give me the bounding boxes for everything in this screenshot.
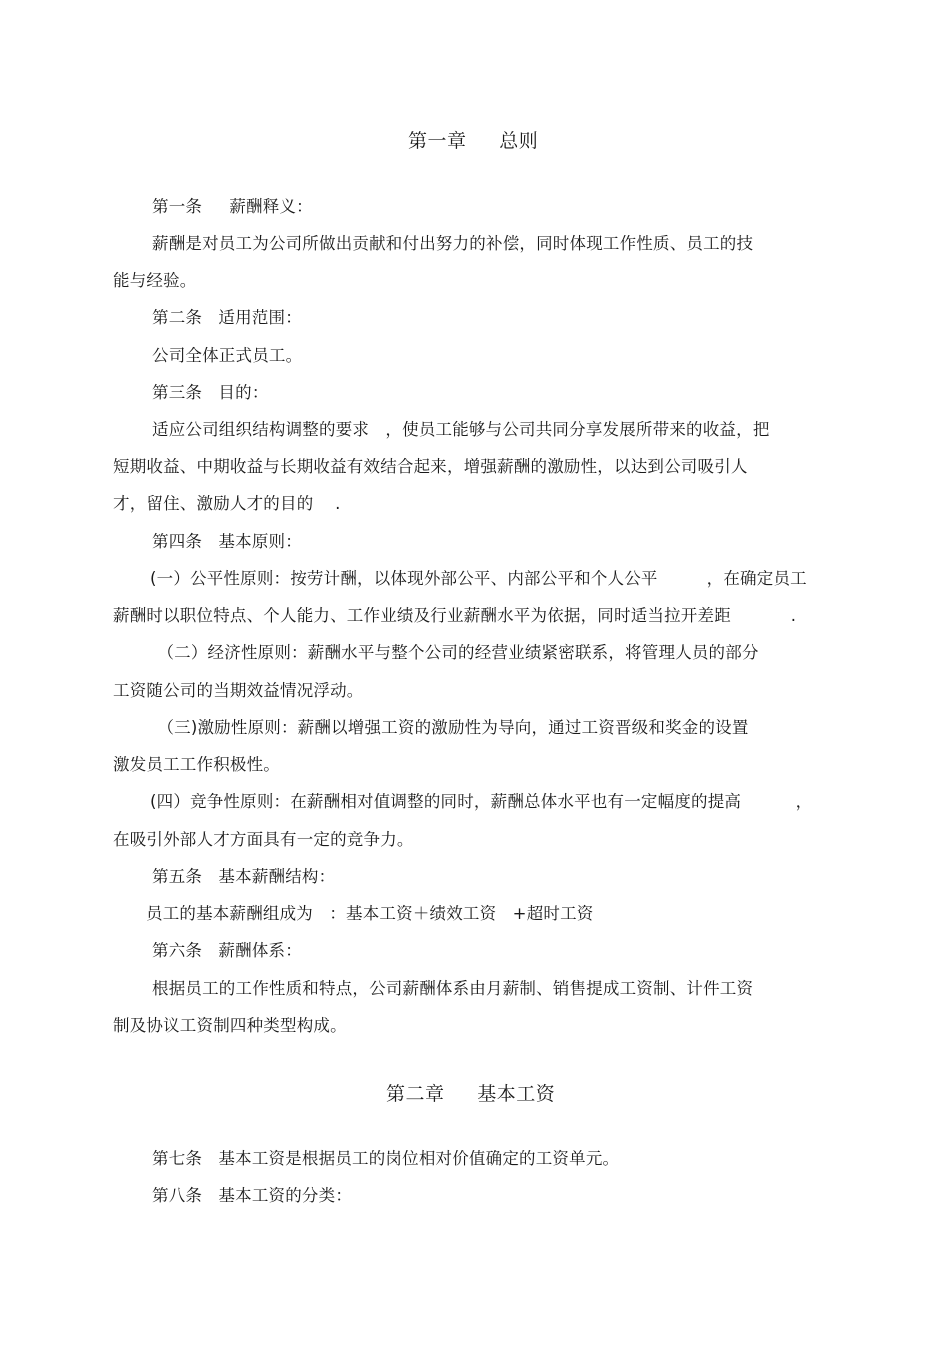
article-5-body-line-1: 员工的基本薪酬组成为 ：基本工资＋绩效工资 +超时工资: [146, 904, 594, 923]
article-3-heading: 第三条 目的：: [152, 383, 269, 402]
article-2-body-line-1: 公司全体正式员工。: [152, 346, 303, 365]
chapter-1-title: 第一章 总则: [408, 130, 539, 152]
article-4-heading: 第四条 基本原则：: [152, 532, 302, 551]
article-1-body-line-2: 能与经验。: [113, 271, 197, 290]
article-1-heading: 第一条 薪酬释义：: [152, 197, 313, 216]
chapter-2-title: 第二章 基本工资: [386, 1083, 556, 1105]
article-4-body-line-2: 薪酬时以职位特点、个人能力、工作业绩及行业薪酬水平为依据，同时适当拉开差距 .: [113, 606, 797, 625]
article-6-body-line-2: 制及协议工资制四种类型构成。: [113, 1016, 347, 1035]
article-6-heading: 第六条 薪酬体系：: [152, 941, 302, 960]
article-3-body-line-2: 短期收益、中期收益与长期收益有效结合起来，增强薪酬的激励性，以达到公司吸引人: [113, 457, 748, 476]
article-3-body-line-1: 适应公司组织结构调整的要求 ，使员工能够与公司共同分享发展所带来的收益，把: [152, 420, 770, 439]
article-4-body-line-1: (一）公平性原则：按劳计酬，以体现外部公平、内部公平和个人公平 ，在确定员工: [150, 569, 807, 588]
article-4-body-line-6: 激发员工工作积极性。: [113, 755, 280, 774]
article-7-heading: 第七条 基本工资是根据员工的岗位相对价值确定的工资单元。: [152, 1149, 620, 1168]
article-5-heading: 第五条 基本薪酬结构：: [152, 867, 336, 886]
article-4-body-line-4: 工资随公司的当期效益情况浮动。: [113, 681, 364, 700]
article-2-heading: 第二条 适用范围：: [152, 308, 302, 327]
article-4-body-line-5: （三)激励性原则：薪酬以增强工资的激励性为导向，通过工资晋级和奖金的设置: [152, 718, 749, 737]
article-4-body-line-3: （二）经济性原则：薪酬水平与整个公司的经营业绩紧密联系，将管理人员的部分: [152, 643, 759, 662]
article-3-body-line-3: 才，留住、激励人才的目的 .: [113, 494, 341, 513]
article-8-heading: 第八条 基本工资的分类：: [152, 1186, 353, 1205]
article-1-body-line-1: 薪酬是对员工为公司所做出贡献和付出努力的补偿，同时体现工作性质、员工的技: [152, 234, 754, 253]
article-4-body-line-8: 在吸引外部人才方面具有一定的竞争力。: [113, 830, 414, 849]
article-6-body-line-1: 根据员工的工作性质和特点，公司薪酬体系由月薪制、销售提成工资制、计件工资: [152, 979, 754, 998]
article-4-body-line-7: (四）竞争性原则：在薪酬相对值调整的同时，薪酬总体水平也有一定幅度的提高 ，: [150, 792, 813, 811]
